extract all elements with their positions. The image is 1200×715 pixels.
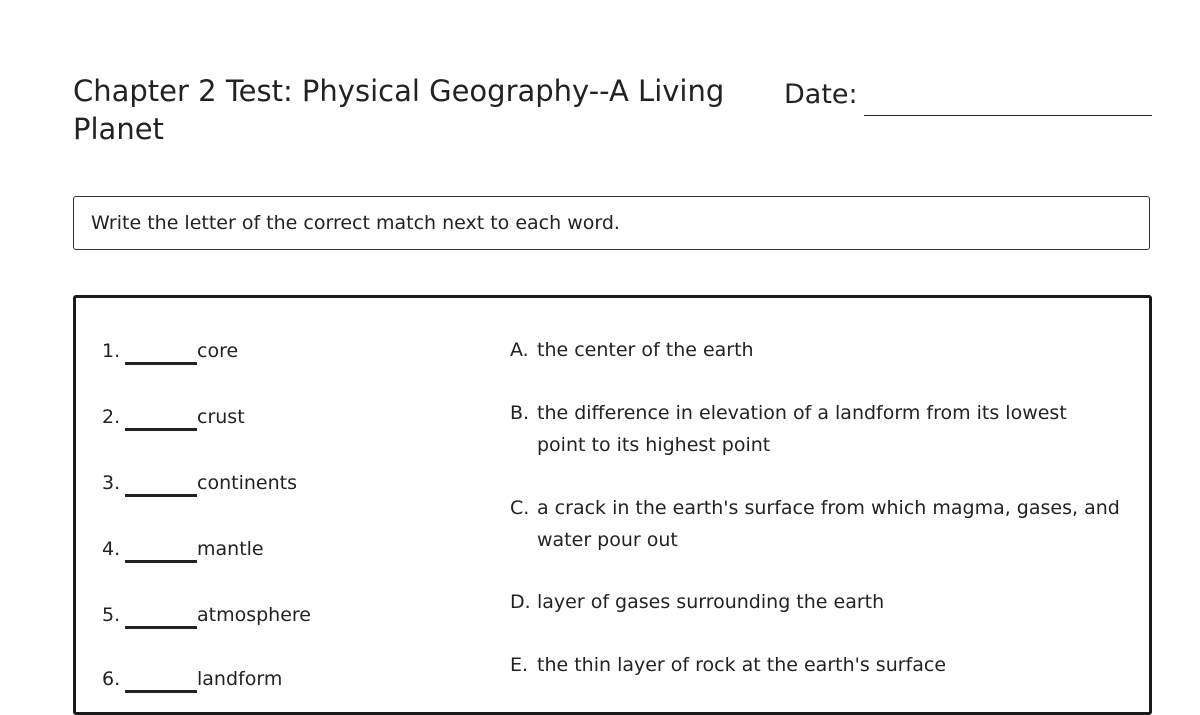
definition-letter: D. — [510, 591, 531, 613]
answer-blank[interactable] — [125, 626, 197, 629]
definition-item — [510, 587, 1120, 619]
definition-item — [510, 493, 1120, 556]
term-word: continents — [197, 472, 297, 494]
instructions-box: Write the letter of the correct match next to each word. — [73, 196, 1150, 250]
answer-blank[interactable] — [125, 362, 197, 365]
definition-item — [510, 335, 1120, 367]
definition-text: a crack in the earth's surface from which magma, gases, and water pour out — [537, 497, 1120, 551]
answer-blank[interactable] — [125, 428, 197, 431]
definition-letter: B. — [510, 402, 530, 424]
term-word: mantle — [197, 538, 264, 560]
term-word: atmosphere — [197, 604, 311, 626]
definition-item — [510, 650, 1120, 682]
definition-text: the thin layer of rock at the earth's surface — [537, 654, 947, 676]
term-number: 5. — [102, 604, 121, 626]
term-number: 1. — [102, 340, 121, 362]
term-number: 6. — [102, 668, 121, 690]
answer-blank[interactable] — [125, 494, 197, 497]
definition-text: the center of the earth — [537, 339, 754, 361]
term-word: crust — [197, 406, 245, 428]
term-word: landform — [197, 668, 283, 690]
definition-letter: C. — [510, 497, 530, 519]
matching-section — [73, 295, 1152, 715]
date-label: Date: — [784, 79, 858, 110]
definition-item — [510, 398, 1120, 461]
page-title: Chapter 2 Test: Physical Geography--A Living Planet — [73, 74, 725, 146]
answer-blank[interactable] — [125, 690, 197, 693]
definition-letter: A. — [510, 339, 529, 361]
term-number: 4. — [102, 538, 121, 560]
term-word: core — [197, 340, 239, 362]
definition-text: layer of gases surrounding the earth — [537, 591, 885, 613]
term-number: 2. — [102, 406, 121, 428]
definition-letter: E. — [510, 654, 529, 676]
answer-blank[interactable] — [125, 560, 197, 563]
definition-text: the difference in elevation of a landform from its lowest point to its highest point — [537, 402, 1067, 456]
term-number: 3. — [102, 472, 121, 494]
date-blank-line[interactable] — [864, 115, 1152, 116]
